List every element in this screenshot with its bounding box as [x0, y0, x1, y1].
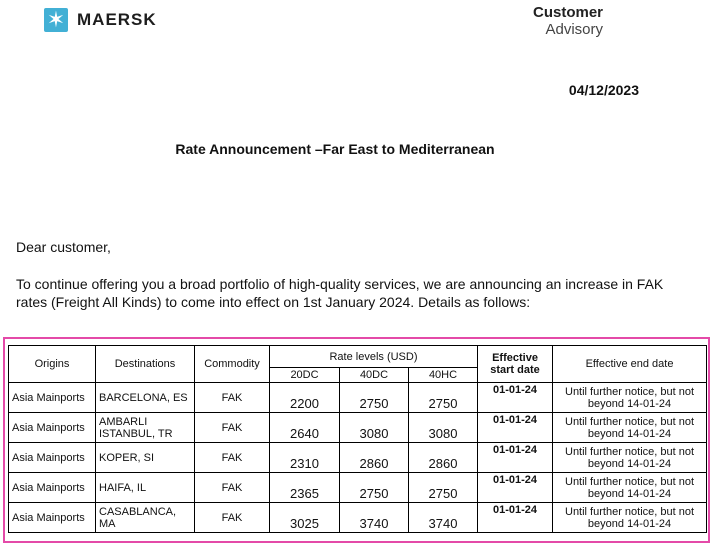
rate-40dc-cell: 2860 [340, 443, 409, 473]
rate-40hc-cell: 2860 [409, 443, 478, 473]
start-date-cell: 01-01-24 [478, 383, 553, 413]
header-effective-end: Effective end date [553, 346, 707, 383]
advisory-line-2: Advisory [545, 21, 603, 38]
header-40dc: 40DC [340, 368, 409, 383]
rate-40dc-cell: 2750 [340, 383, 409, 413]
start-date-cell: 01-01-24 [478, 473, 553, 503]
rate-20dc-cell: 2640 [270, 413, 340, 443]
rate-40hc-cell: 3740 [409, 503, 478, 533]
start-date-cell: 01-01-24 [478, 443, 553, 473]
start-date-cell: 01-01-24 [478, 413, 553, 443]
star-icon: ✶ [44, 8, 68, 32]
end-date-cell: Until further notice, but not beyond 14-01-24 [553, 383, 707, 413]
table-row [9, 503, 707, 533]
rate-40hc-cell: 3080 [409, 413, 478, 443]
rate-20dc-cell: 3025 [270, 503, 340, 533]
destination-cell: BARCELONA, ES [96, 383, 195, 413]
commodity-cell: FAK [195, 443, 270, 473]
origin-cell: Asia Mainports [9, 503, 96, 533]
rate-table [8, 345, 707, 533]
document-date: 04/12/2023 [568, 82, 639, 98]
destination-cell: KOPER, SI [96, 443, 195, 473]
intro-paragraph: To continue offering you a broad portfolio of high-quality services, we are announcing an increase in FAK rates (Freight All Kinds) to come into effect on 1st January 2024. Details as follows: [16, 276, 664, 310]
commodity-cell: FAK [195, 413, 270, 443]
commodity-cell: FAK [195, 503, 270, 533]
destination-cell: AMBARLI ISTANBUL, TR [96, 413, 195, 443]
header-destinations: Destinations [96, 346, 195, 383]
origin-cell: Asia Mainports [9, 383, 96, 413]
rate-40dc-cell: 3740 [340, 503, 409, 533]
end-date-cell: Until further notice, but not beyond 14-01-24 [553, 443, 707, 473]
rate-40hc-cell: 2750 [409, 473, 478, 503]
greeting: Dear customer, [16, 239, 111, 255]
end-date-cell: Until further notice, but not beyond 14-01-24 [553, 503, 707, 533]
page-title: Rate Announcement –Far East to Mediterranean [175, 141, 495, 157]
header-effective-start: Effective start date [478, 346, 553, 383]
header-40hc: 40HC [409, 368, 478, 383]
origin-cell: Asia Mainports [9, 413, 96, 443]
table-row [9, 383, 707, 413]
table-row [9, 413, 707, 443]
end-date-cell: Until further notice, but not beyond 14-01-24 [553, 413, 707, 443]
rate-40dc-cell: 3080 [340, 413, 409, 443]
rate-20dc-cell: 2200 [270, 383, 340, 413]
start-date-cell: 01-01-24 [478, 503, 553, 533]
destination-cell: CASABLANCA, MA [96, 503, 195, 533]
maersk-logo [44, 8, 157, 32]
header-rate-levels: Rate levels (USD) [270, 346, 478, 368]
rate-40hc-cell: 2750 [409, 383, 478, 413]
customer-advisory-label [533, 4, 603, 38]
end-date-cell: Until further notice, but not beyond 14-01-24 [553, 473, 707, 503]
table-row [9, 443, 707, 473]
commodity-cell: FAK [195, 473, 270, 503]
origin-cell: Asia Mainports [9, 443, 96, 473]
rate-40dc-cell: 2750 [340, 473, 409, 503]
rate-20dc-cell: 2310 [270, 443, 340, 473]
header-commodity: Commodity [195, 346, 270, 383]
header-origins: Origins [9, 346, 96, 383]
header-20dc: 20DC [270, 368, 340, 383]
table-row [9, 473, 707, 503]
destination-cell: HAIFA, IL [96, 473, 195, 503]
origin-cell: Asia Mainports [9, 473, 96, 503]
commodity-cell: FAK [195, 383, 270, 413]
advisory-line-1: Customer [532, 4, 603, 21]
brand-name: MAERSK [77, 10, 157, 29]
rate-20dc-cell: 2365 [270, 473, 340, 503]
